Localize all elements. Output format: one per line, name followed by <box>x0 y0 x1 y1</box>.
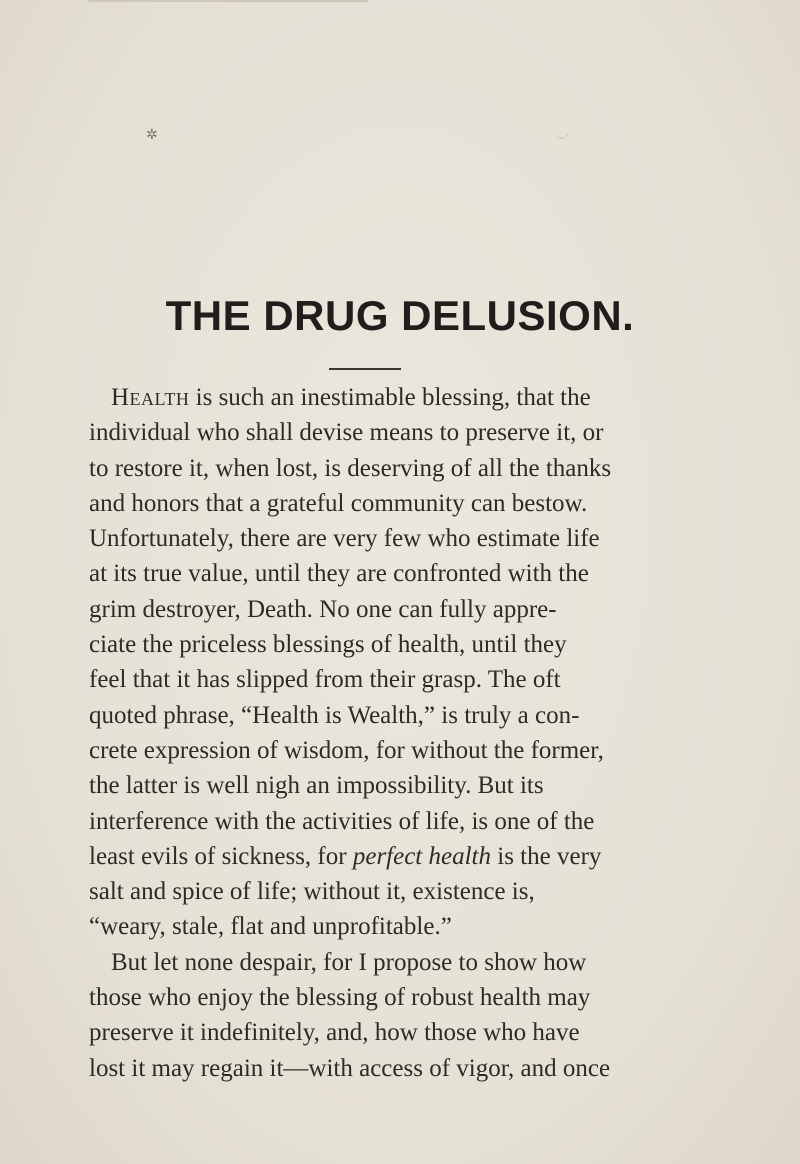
paragraph-2 <box>89 945 711 1086</box>
chapter-title: THE DRUG DELUSION. <box>165 292 635 339</box>
body-text <box>89 380 711 1086</box>
text-line: preserve it indefinitely, and, how those who have <box>89 1019 580 1047</box>
text-line: But let none despair, for I propose to show how <box>111 948 587 976</box>
text-line: “weary, stale, flat and unprofitable.” <box>89 913 452 941</box>
text-line: quoted phrase, “Health is Wealth,” is truly a con- <box>89 701 580 729</box>
text-line: to restore it, when lost, is deserving of all the thanks <box>89 454 612 482</box>
text-line: grim destroyer, Death. No one can fully appre- <box>89 595 557 623</box>
lead-word: Health <box>111 384 190 411</box>
text-line: ciate the priceless blessings of health, until they <box>89 631 567 659</box>
ink-speck: ✲ <box>146 127 158 143</box>
page-edge-rule <box>88 0 368 2</box>
text-line: interference with the activities of life, is one of the <box>89 807 595 835</box>
ink-speck: ·-·' <box>556 133 569 144</box>
paragraph-1 <box>89 380 711 945</box>
text-line: and honors that a grateful community can bestow. <box>89 489 588 517</box>
text-line: the latter is well nigh an impossibility. But its <box>89 772 544 800</box>
text-line: Health is such an inestimable blessing, that the <box>111 384 591 411</box>
text-line: those who enjoy the blessing of robust health may <box>89 984 591 1012</box>
text-line: Unfortunately, there are very few who estimate life <box>89 525 600 553</box>
text-line: least evils of sickness, for perfect health is the very <box>89 842 602 870</box>
text-line: crete expression of wisdom, for without the former, <box>89 736 604 764</box>
italic-phrase: perfect health <box>352 842 491 870</box>
text-line: individual who shall devise means to preserve it, or <box>89 419 604 447</box>
title-divider <box>329 368 401 370</box>
text-line: at its true value, until they are confronted with the <box>89 560 589 588</box>
text-line: lost it may regain it—with access of vigor, and once <box>89 1054 611 1082</box>
text-line: salt and spice of life; without it, existence is, <box>89 878 535 906</box>
text-line: feel that it has slipped from their grasp. The oft <box>89 666 561 694</box>
